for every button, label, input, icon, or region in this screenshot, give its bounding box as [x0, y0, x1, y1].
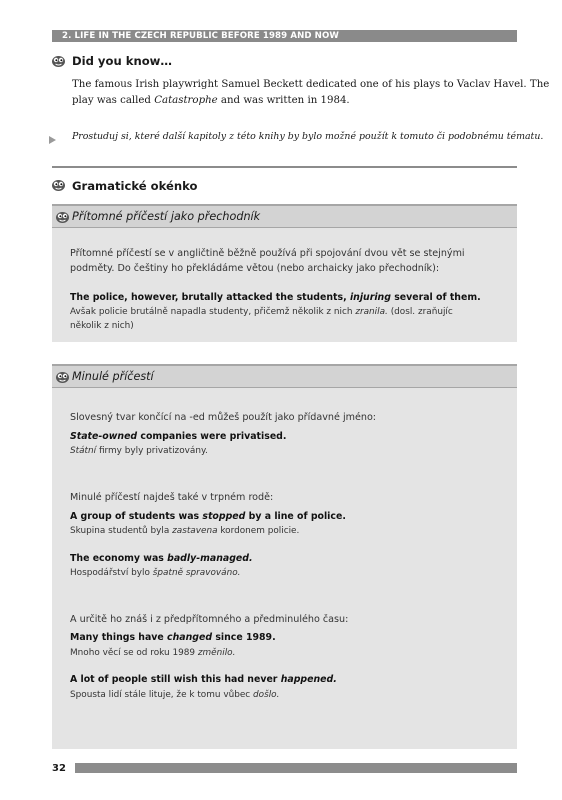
- example-sentence: A group of students was stopped by a line of police.: [70, 511, 346, 522]
- example-translation: Státní firmy byly privatizovány.: [70, 446, 208, 456]
- example-sentence: The economy was badly-managed.: [70, 553, 253, 564]
- box-heading-bar: [52, 364, 517, 388]
- translation-line-1: Avšak policie brutálně napadla studenty, přičemž několik z nich zranila. (dosl. zraňujíc: [70, 307, 453, 317]
- example-translation: Skupina studentů byla zastavena kordonem policie.: [70, 526, 300, 536]
- example-translation: [70, 305, 510, 333]
- did-you-know-line-2: play was called Catastrophe and was written in 1984.: [72, 95, 350, 106]
- box-heading: Přítomné příčestí jako přechodník: [72, 210, 261, 223]
- box-intro: [70, 246, 508, 276]
- example-sentence: State-owned companies were privatised.: [70, 431, 287, 442]
- face-icon: [55, 211, 70, 224]
- grammar-box-past-participle: [52, 364, 517, 749]
- footer-bar: [75, 763, 517, 773]
- section-divider: [52, 166, 517, 168]
- face-icon: [55, 371, 70, 384]
- did-you-know-line-1: The famous Irish playwright Samuel Beckett dedicated one of his plays to Vaclav Havel. The: [72, 79, 550, 90]
- face-icon: [51, 179, 66, 192]
- chapter-title: 2. LIFE IN THE CZECH REPUBLIC BEFORE 1989 AND NOW: [62, 31, 339, 41]
- intro-perfect-tenses: A určitě ho znáš i z předpřítomného a předminulého času:: [70, 614, 349, 625]
- intro-passive: Minulé příčestí najdeš také v trpném rodě:: [70, 492, 274, 503]
- tip-text: Prostuduj si, které další kapitoly z této knihy by bylo možné použít k tomuto či podobnému tématu.: [72, 131, 544, 142]
- did-you-know-title: Did you know…: [72, 54, 172, 68]
- box-intro-line-2: podměty. Do češtiny ho překládáme větou (nebo archaicky jako přechodník):: [70, 263, 440, 274]
- page-number: 32: [52, 763, 66, 774]
- example-translation: Hospodářství bylo špatně spravováno.: [70, 568, 241, 578]
- example-sentence: The police, however, brutally attacked the students, injuring several of them.: [70, 292, 481, 303]
- chapter-header-bar: [52, 30, 517, 42]
- tip-arrow-icon: [49, 136, 56, 144]
- face-icon: [51, 55, 66, 68]
- translation-line-2: několik z nich): [70, 321, 134, 331]
- example-translation: Mnoho věcí se od roku 1989 změnilo.: [70, 648, 236, 658]
- box-intro-line-1: Přítomné příčestí se v angličtině běžně používá při spojování dvou vět se stejnými: [70, 248, 465, 259]
- example-sentence: Many things have changed since 1989.: [70, 632, 276, 643]
- intro-adjective-use: Slovesný tvar končící na -ed můžeš použít jako přídavné jméno:: [70, 412, 377, 423]
- grammar-box-present-participle: [52, 204, 517, 342]
- did-you-know-text: [72, 77, 549, 109]
- box-heading-bar: [52, 204, 517, 228]
- example-sentence: A lot of people still wish this had never happened.: [70, 674, 337, 685]
- grammar-title: Gramatické okénko: [72, 179, 198, 193]
- example-translation: Spousta lidí stále lituje, že k tomu vůbec došlo.: [70, 690, 280, 700]
- box-heading: Minulé příčestí: [72, 370, 154, 383]
